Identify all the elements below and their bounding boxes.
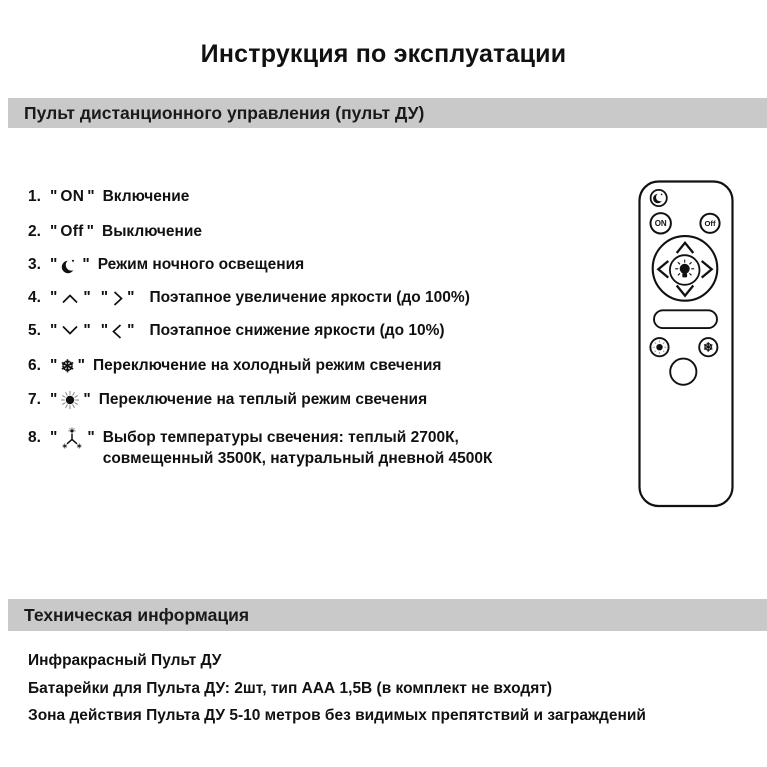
lightbulb-icon <box>675 260 694 278</box>
list-item-6 <box>28 356 441 376</box>
quote-mark: " <box>127 322 135 339</box>
item-number: 4. <box>28 289 41 306</box>
item-text: Режим ночного освещения <box>97 256 305 273</box>
item-number: 2. <box>28 223 41 240</box>
quote-mark: " <box>82 256 90 273</box>
quote-mark: " <box>50 289 58 306</box>
item-number: 5. <box>28 322 41 339</box>
item-number: 3. <box>28 256 41 273</box>
item-text <box>103 427 493 469</box>
item-text: Переключение на теплый режим свечения <box>98 391 428 408</box>
item-number: 6. <box>28 357 41 374</box>
section-heading-text: Техническая информация <box>24 604 250 625</box>
color-temp-select-icon <box>60 427 84 451</box>
quote-mark: " <box>83 322 91 339</box>
quote-mark: " <box>50 256 58 273</box>
quote-mark: " <box>127 289 135 306</box>
quote-mark: " <box>83 289 91 306</box>
item-number: 7. <box>28 391 41 408</box>
list-item-1 <box>28 187 189 207</box>
list-item-4 <box>28 288 470 308</box>
quote-mark: " <box>100 289 109 306</box>
page-title: Инструкция по эксплуатации <box>200 40 567 68</box>
quote-mark: " <box>77 357 85 374</box>
chevron-down-icon <box>60 324 80 338</box>
chevron-up-icon <box>60 291 80 305</box>
quote-mark: " <box>100 322 109 339</box>
quote-mark: " <box>83 391 91 408</box>
quote-mark: " <box>50 322 58 339</box>
item-number: 1. <box>28 188 41 205</box>
list-item-3 <box>28 255 304 275</box>
on-label: ON <box>60 188 85 205</box>
section-header-tech <box>8 599 767 631</box>
moon-icon <box>60 256 79 275</box>
list-item-5 <box>28 321 445 341</box>
list-item-7 <box>28 390 427 410</box>
section-header-remote <box>8 98 767 128</box>
chevron-right-icon <box>111 289 124 308</box>
sun-icon <box>60 390 80 410</box>
item-text: Переключение на холодный режим свечения <box>92 357 442 374</box>
quote-mark: " <box>86 223 94 240</box>
snowflake-icon: ❄ <box>703 340 714 355</box>
quote-mark: " <box>50 223 58 240</box>
on-button-label: ON <box>654 219 667 229</box>
item-text: Выключение <box>102 223 203 240</box>
remote-control-diagram <box>638 180 734 508</box>
section-heading-text: Пульт дистанционного управления (пульт ДУ) <box>24 102 425 123</box>
quote-mark: " <box>50 188 58 205</box>
warm-light-button <box>650 338 668 356</box>
list-item-2 <box>28 222 202 242</box>
item-text-line-1: Выбор температуры свечения: теплый 2700К, <box>102 429 459 446</box>
tech-info-line-2: Батарейки для Пульта ДУ: 2шт, тип ААА 1,5В (в комплект не входят) <box>28 680 553 697</box>
chevron-left-icon <box>111 322 124 341</box>
item-text-line-2: совмещенный 3500К, натуральный дневной 4500К <box>102 450 493 467</box>
quote-mark: " <box>87 188 95 205</box>
quote-mark: " <box>50 357 58 374</box>
off-label: Off <box>60 223 84 240</box>
tech-info-line-1: Инфракрасный Пульт ДУ <box>28 652 222 669</box>
quote-mark: " <box>87 429 95 446</box>
item-number: 8. <box>28 429 41 446</box>
tech-info-line-3: Зона действия Пульта ДУ 5-10 метров без видимых препятствий и заграждений <box>28 707 646 724</box>
list-item-8 <box>28 427 493 469</box>
quote-mark: " <box>50 429 58 446</box>
item-text: Поэтапное увеличение яркости (до 100%) <box>149 289 470 306</box>
item-text: Включение <box>102 188 190 205</box>
quote-mark: " <box>50 391 58 408</box>
off-button-label: Off <box>704 219 716 228</box>
snowflake-icon: ❄ <box>60 356 75 376</box>
item-text: Поэтапное снижение яркости (до 10%) <box>149 322 445 339</box>
